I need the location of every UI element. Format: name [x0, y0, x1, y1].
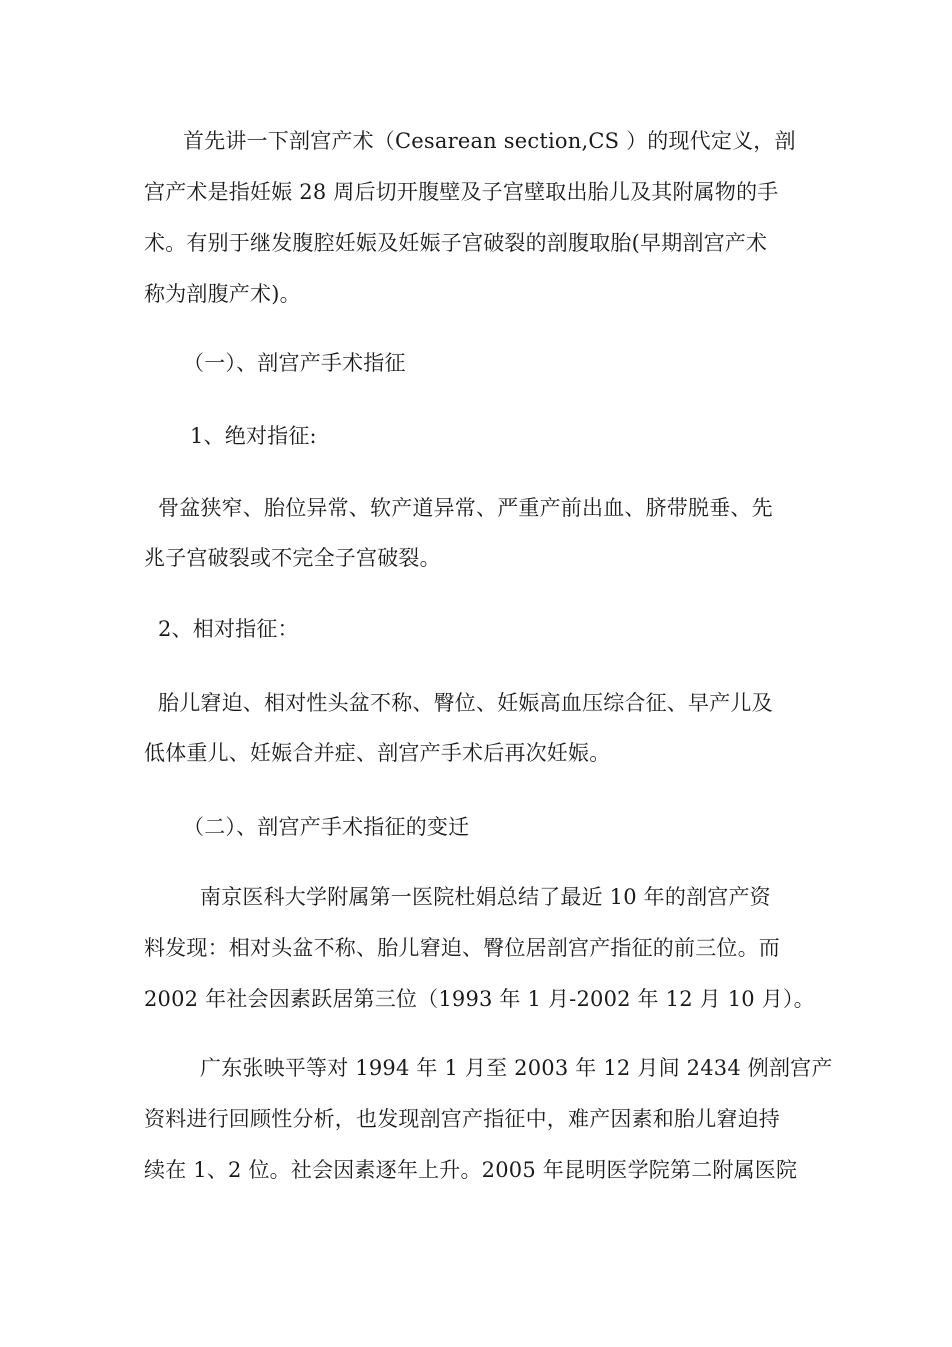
- section-heading-changes: （二）、剖宫产手术指征的变迁: [183, 815, 470, 839]
- guangdong-line-3: 续在 1、2 位。社会因素逐年上升。2005 年昆明医学院第二附属医院: [144, 1158, 798, 1182]
- relative-indications-line-2: 低体重儿、妊娠合并症、剖宫产手术后再次妊娠。: [144, 741, 611, 765]
- relative-indications-line-1: 胎儿窘迫、相对性头盆不称、臀位、妊娠高血压综合征、早产儿及: [158, 691, 773, 715]
- section-heading-indications: （一）、剖宫产手术指征: [183, 351, 406, 375]
- absolute-indications-title: 1、绝对指征:: [190, 424, 317, 448]
- definition-line-2: 宫产术是指妊娠 28 周后切开腹壁及子宫壁取出胎儿及其附属物的手: [144, 180, 779, 204]
- definition-line-4: 称为剖腹产术)。: [144, 282, 301, 306]
- guangdong-line-1: 广东张映平等对 1994 年 1 月至 2003 年 12 月间 2434 例剖宫产: [200, 1056, 833, 1080]
- guangdong-line-2: 资料进行回顾性分析，也发现剖宫产指征中，难产因素和胎儿窘迫持: [144, 1107, 780, 1131]
- relative-indications-title: 2、相对指征：: [158, 617, 299, 641]
- definition-line-1: 首先讲一下剖宫产术（Cesarean section,CS ）的现代定义，剖: [183, 129, 796, 153]
- definition-line-3: 术。有别于继发腹腔妊娠及妊娠子宫破裂的剖腹取胎(早期剖宫产术: [144, 231, 768, 255]
- nanjing-line-2: 料发现：相对头盆不称、胎儿窘迫、臀位居剖宫产指征的前三位。而: [144, 936, 780, 960]
- nanjing-line-3: 2002 年社会因素跃居第三位（1993 年 1 月-2002 年 12 月 10 月）。: [144, 987, 815, 1011]
- nanjing-line-1: 南京医科大学附属第一医院杜娟总结了最近 10 年的剖宫产资: [200, 885, 771, 909]
- absolute-indications-line-2: 兆子宫破裂或不完全子宫破裂。: [144, 546, 441, 570]
- absolute-indications-line-1: 骨盆狭窄、胎位异常、软产道异常、严重产前出血、脐带脱垂、先: [158, 496, 773, 520]
